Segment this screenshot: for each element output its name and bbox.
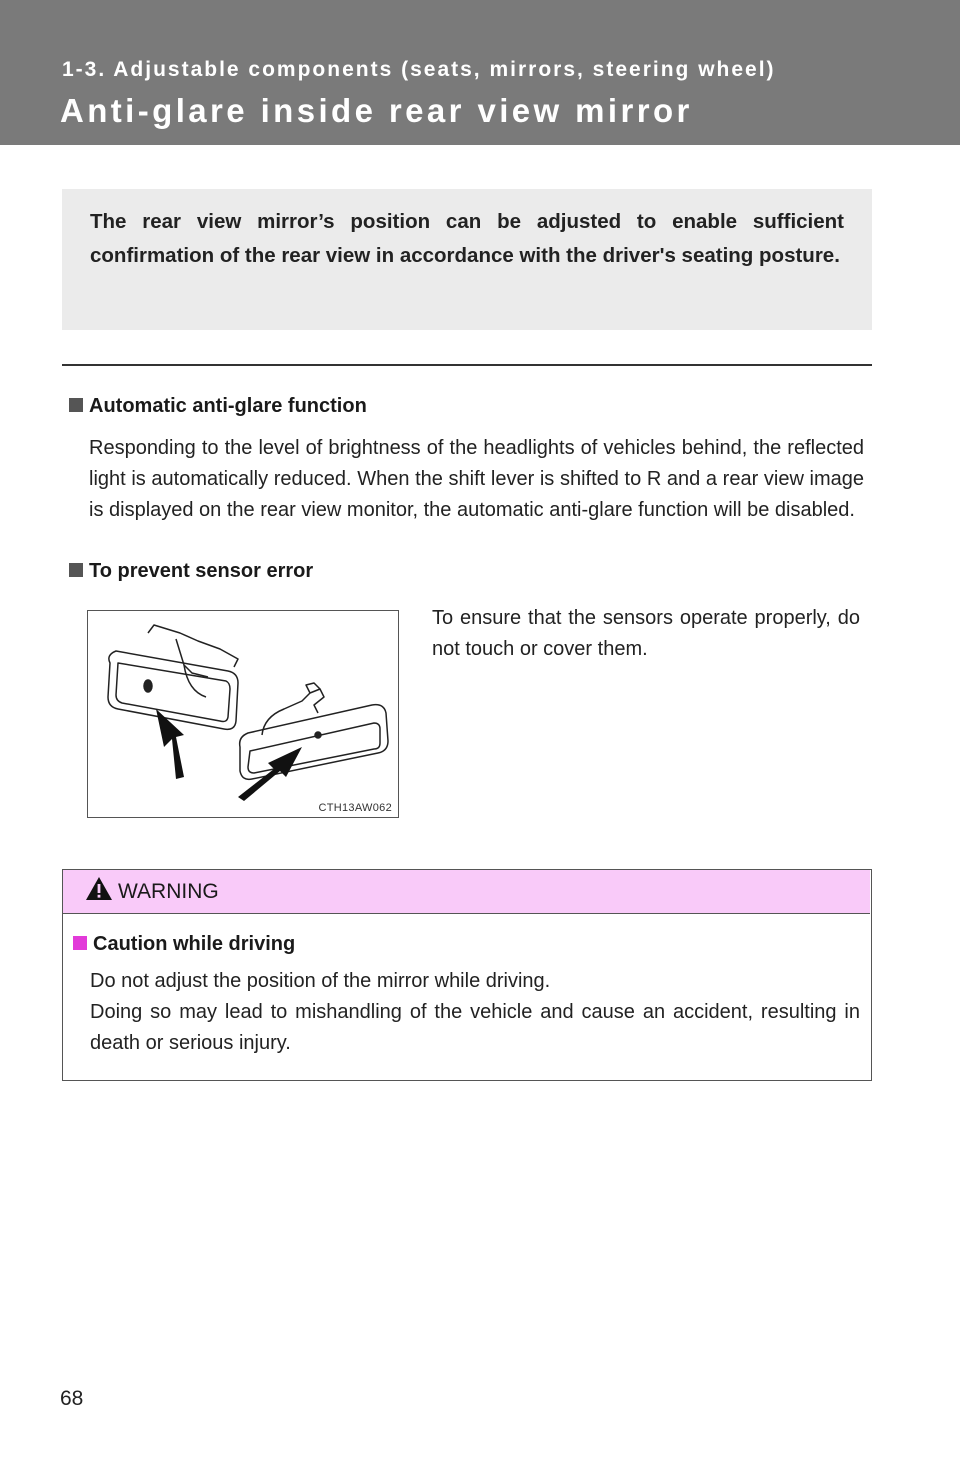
page-header	[0, 0, 960, 145]
warning-subheading	[73, 933, 295, 956]
warning-line: Do not adjust the position of the mirror while driving.	[90, 970, 551, 992]
warning-line: Doing so may lead to mishandling of the vehicle and cause an accident, resulting in death or serious injury.	[90, 1001, 860, 1054]
warning-triangle-icon	[85, 876, 113, 902]
warning-subheading-text: Caution while driving	[93, 933, 296, 955]
anti-glare-text: Responding to the level of brightness of the headlights of vehicles behind, the reflected light is automatically reduced. When the shift lever is shifted to R and a rear view image is displayed on the rear view monitor, the automatic anti-glare function will be disabled.	[89, 437, 864, 521]
section-heading-sensor-error	[69, 560, 313, 583]
page-number: 68	[60, 1387, 84, 1410]
square-bullet-icon	[73, 936, 87, 950]
divider	[62, 364, 872, 366]
warning-box	[62, 869, 872, 1081]
mirror-illustration	[87, 610, 399, 818]
page-title: Anti-glare inside rear view mirror	[60, 92, 693, 129]
sensor-error-text: To ensure that the sensors operate properly, do not touch or cover them.	[432, 607, 860, 660]
warning-header	[63, 870, 870, 914]
warning-label: WARNING	[118, 880, 219, 903]
intro-text: The rear view mirror’s position can be adjusted to enable sufficient confirmation of the rear view in accordance with the driver's seating posture.	[90, 210, 844, 267]
rear-view-mirror-icon	[88, 611, 398, 817]
figure-caption: CTH13AW062	[318, 802, 392, 814]
warning-text	[90, 966, 860, 1059]
square-bullet-icon	[69, 398, 83, 412]
section-title: 1-3. Adjustable components (seats, mirrors, steering wheel)	[62, 58, 776, 81]
section-heading-anti-glare	[69, 395, 367, 418]
section-heading-text: To prevent sensor error	[89, 560, 314, 582]
section-heading-text: Automatic anti-glare function	[89, 395, 367, 417]
intro-box	[62, 189, 872, 330]
square-bullet-icon	[69, 563, 83, 577]
